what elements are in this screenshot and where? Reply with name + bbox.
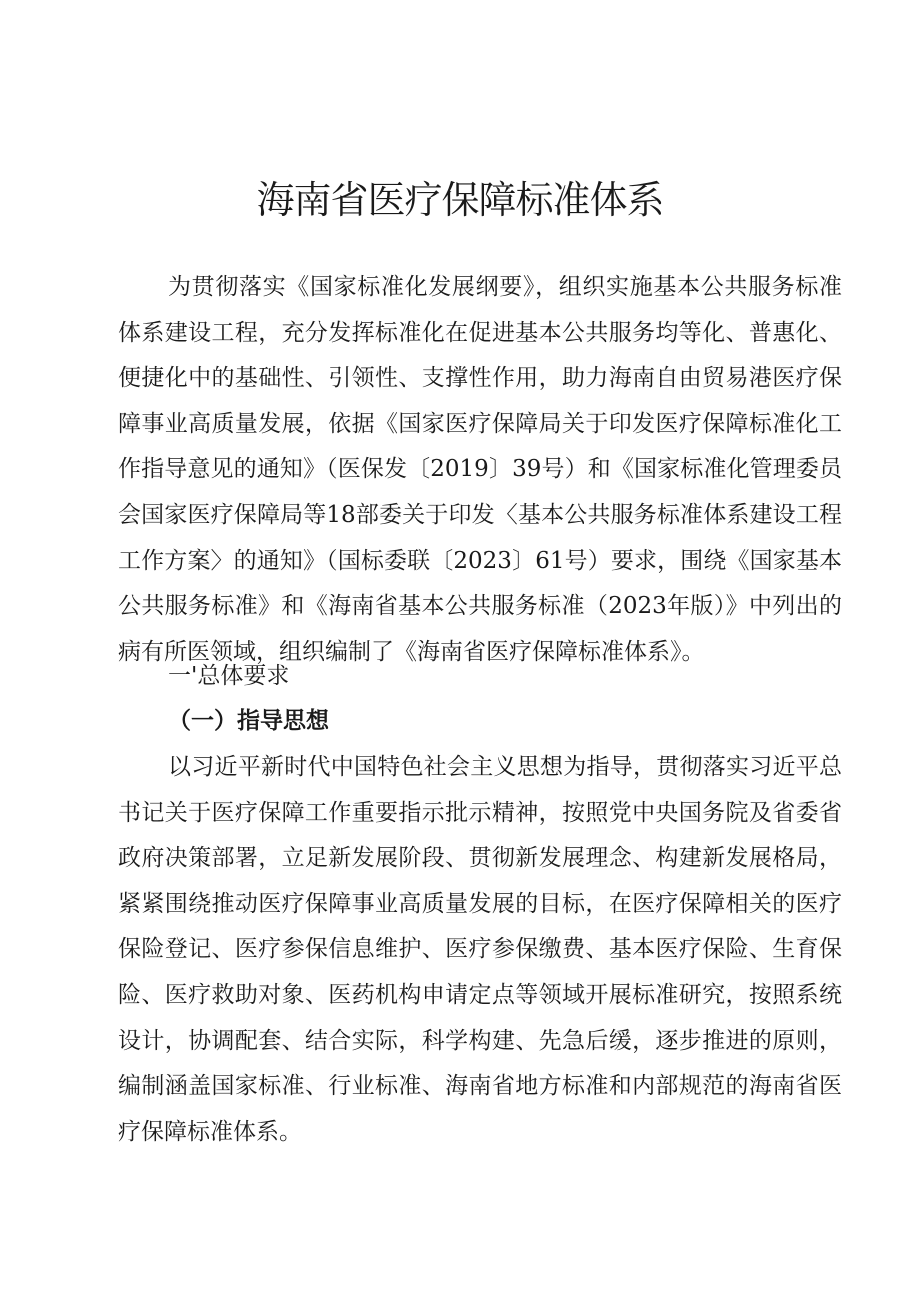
intro-paragraph: 为贯彻落实《国家标准化发展纲要》，组织实施基本公共服务标准体系建设工程，充分发挥标准化在促进基本公共服务均等化、普惠化、便捷化中的基础性、引领性、支撑性作用，助力海南自由贸易港医疗保障事业高质量发展，依据《国家医疗保障局关于印发医疗保障标准化工作指导意见的通知》（医保发〔2019〕39号）和《国家标准化管理委员会国家医疗保障局等18部委关于印发〈基本公共服务标准体系建设工程工作方案〉的通知》（国标委联〔2023〕61号）要求，围绕《国家基本公共服务标准》和《海南省基本公共服务标准（2023年版）》中列出的病有所医领域，组织编制了《海南省医疗保障标准体系》。 (118, 274, 842, 665)
subsection-heading-guiding-ideology: （一）指导思想 (168, 708, 329, 734)
guiding-ideology-paragraph: 以习近平新时代中国特色社会主义思想为指导，贯彻落实习近平总书记关于医疗保障工作重要指示批示精神，按照党中央国务院及省委省政府决策部署，立足新发展阶段、贯彻新发展理念、构建新发展格局，紧紧围绕推动医疗保障事业高质量发展的目标，在医疗保障相关的医疗保险登记、医疗参保信息维护、医疗参保缴费、基本医疗保险、生育保险、医疗救助对象、医药机构申请定点等领域开展标准研究，按照系统设计，协调配套、结合实际，科学构建、先急后缓，逐步推进的原则，编制涵盖国家标准、行业标准、海南省地方标准和内部规范的海南省医疗保障标准体系。 (118, 754, 842, 1145)
document-title: 海南省医疗保障标准体系 (256, 178, 664, 222)
section-heading-general-requirements: 一'总体要求 (168, 663, 290, 689)
